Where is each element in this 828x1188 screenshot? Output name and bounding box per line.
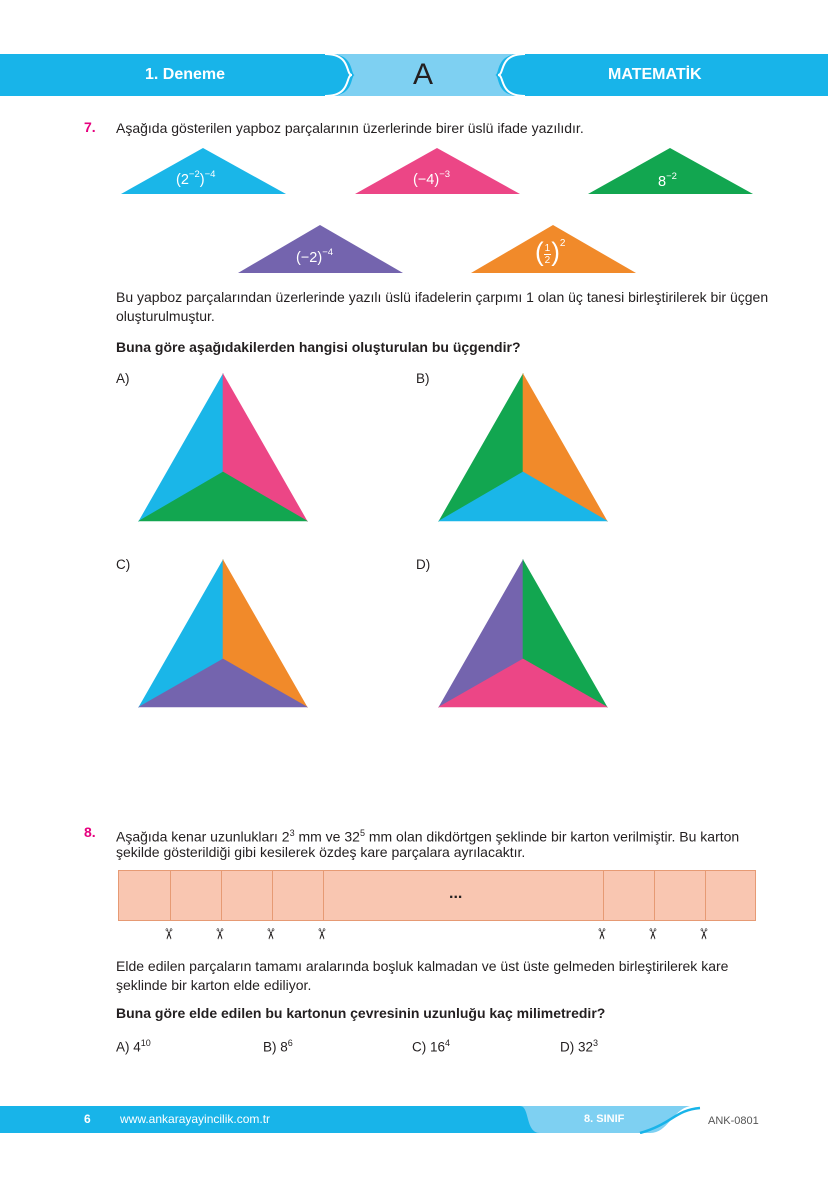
doc-code: ANK-0801 bbox=[708, 1115, 759, 1127]
subject-title: MATEMATİK bbox=[608, 66, 702, 83]
question-7-prompt: Buna göre aşağıdakilerden hangisi oluşturulan bu üçgendir? bbox=[116, 339, 521, 355]
scissor-icon: ✂ bbox=[592, 927, 610, 941]
scissor-icon: ✂ bbox=[261, 927, 279, 941]
option-d-letter[interactable]: D) bbox=[416, 557, 431, 572]
option-d-triangle[interactable] bbox=[439, 560, 607, 707]
option-c-triangle[interactable] bbox=[139, 560, 307, 707]
question-7-text: Bu yapboz parçalarından üzerlerinde yazılı üslü ifadelerin çarpımı 1 olan üç tanesi birleştirilerek bir üçgen oluşturulmuştur. bbox=[116, 289, 769, 324]
question-8-intro-line2: şekilde gösterildiği gibi kesilerek özdeş kare parçalara ayrılacaktır. bbox=[116, 844, 526, 860]
option-b-letter[interactable]: B) bbox=[416, 371, 430, 386]
scissor-icon: ✂ bbox=[643, 927, 661, 941]
scissor-icon: ✂ bbox=[159, 927, 177, 941]
question-8-intro: Aşağıda kenar uzunlukları $2^3$ mm ve $32^5$ mm olan dikdörtgen şeklinde bir karton verilmiştir. Bu karton bbox=[116, 828, 740, 845]
scissor-icon: ✂ bbox=[694, 927, 712, 941]
question-8-number: 8. bbox=[84, 824, 96, 840]
q8-option-c[interactable]: C) $16^4$ bbox=[412, 1038, 451, 1055]
q8-option-d[interactable]: D) $32^3$ bbox=[560, 1038, 599, 1055]
scissor-icon: ✂ bbox=[210, 927, 228, 941]
option-a-letter[interactable]: A) bbox=[116, 371, 130, 386]
grade-label: 8. SINIF bbox=[584, 1113, 625, 1125]
option-c-letter[interactable]: C) bbox=[116, 557, 131, 572]
question-8-text: Elde edilen parçaların tamamı aralarında boşluk kalmadan ve üst üste gelmeden birleştirilerek kare şeklinde bir karton elde ediliyor. bbox=[116, 958, 729, 993]
question-8-prompt: Buna göre elde edilen bu kartonun çevresinin uzunluğu kaç milimetredir? bbox=[116, 1005, 606, 1021]
q8-option-b[interactable]: B) $8^6$ bbox=[263, 1038, 293, 1055]
piece-3-label: $8^{-2}$ bbox=[658, 171, 677, 190]
piece-2-label: $(-4)^{-3}$ bbox=[413, 169, 451, 188]
option-b-triangle[interactable] bbox=[439, 374, 607, 521]
piece-5-label: ( $\frac{1}{2}$ )$^2$ bbox=[535, 236, 566, 267]
page-number: 6 bbox=[84, 1112, 91, 1126]
footer-url[interactable]: www.ankarayayincilik.com.tr bbox=[120, 1112, 271, 1126]
scissor-icon: ✂ bbox=[312, 927, 330, 941]
puzzle-pieces bbox=[0, 140, 828, 280]
cardboard-strip bbox=[118, 870, 756, 921]
q8-option-a[interactable]: A) $4^{10}$ bbox=[116, 1038, 151, 1055]
booklet-letter: A bbox=[413, 58, 434, 91]
piece-4-label: $(-2)^{-4}$ bbox=[296, 247, 334, 266]
question-7-number: 7. bbox=[84, 119, 96, 135]
strip-ellipsis: ... bbox=[449, 885, 463, 902]
piece-1-label: $(2^{-2})^{-4}$ bbox=[176, 169, 216, 188]
option-a-triangle[interactable] bbox=[139, 374, 307, 521]
answer-triangles bbox=[0, 370, 828, 715]
question-7-intro: Aşağıda gösterilen yapboz parçalarının üzerlerinde birer üslü ifade yazılıdır. bbox=[116, 120, 584, 136]
exam-label: 1. Deneme bbox=[145, 66, 226, 83]
